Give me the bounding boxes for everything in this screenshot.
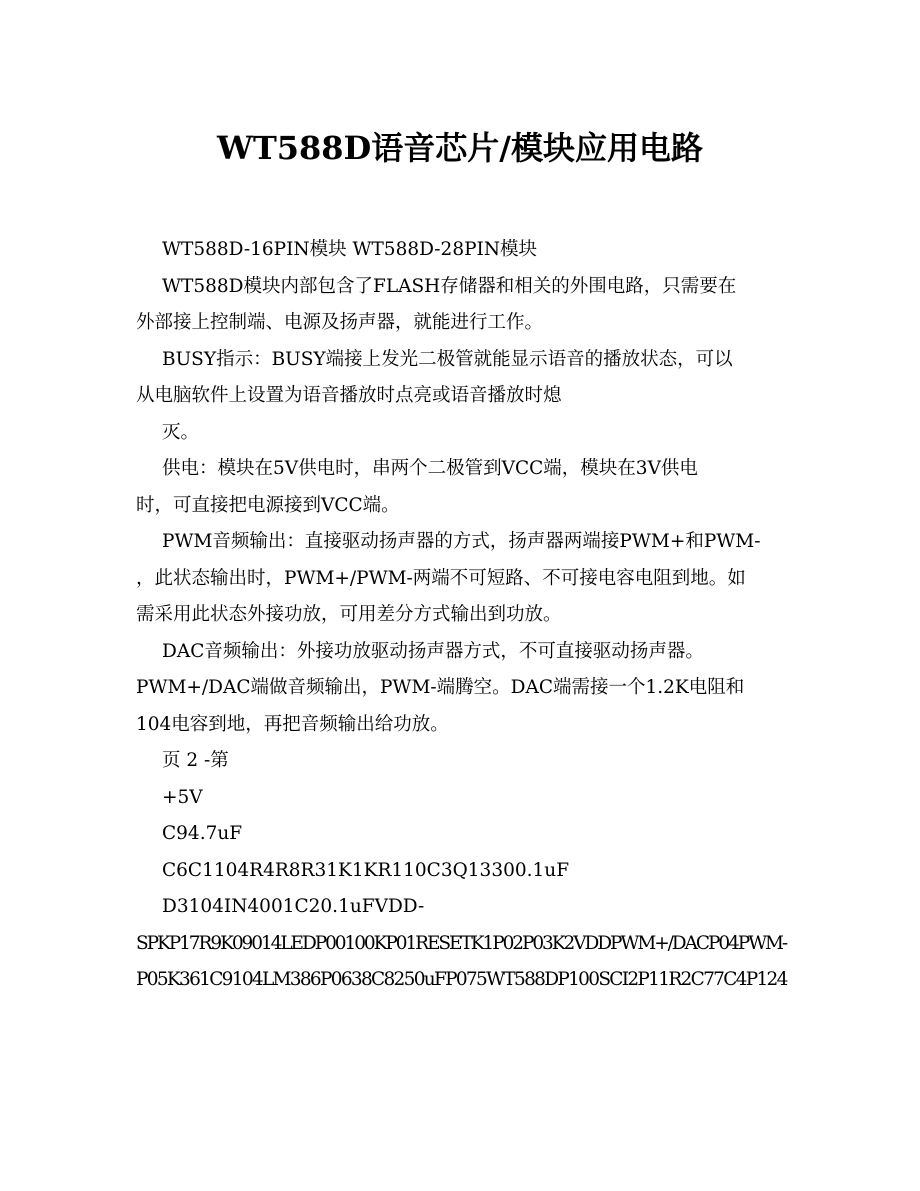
text-line: 灭。 bbox=[162, 421, 200, 443]
paragraph-busy bbox=[136, 342, 786, 415]
text-line: WT588D模块内部包含了FLASH存储器和相关的外围电路，只需要在 bbox=[162, 275, 737, 297]
text-line: WT588D-16PIN模块 WT588D-28PIN模块 bbox=[162, 239, 538, 260]
page-number-text bbox=[136, 743, 786, 780]
paragraph-modules bbox=[136, 232, 786, 269]
text-line: 供电：模块在5V供电时，串两个二极管到VCC端，模块在3V供电 bbox=[162, 458, 698, 479]
schematic-label-pins bbox=[136, 889, 786, 999]
text-line: 时，可直接把电源接到VCC端。 bbox=[136, 494, 400, 516]
paragraph-power bbox=[136, 451, 786, 524]
text-line: D3104IN4001C20.1uFVDD- bbox=[162, 896, 425, 917]
text-line: 从电脑软件上设置为语音播放时点亮或语音播放时熄 bbox=[136, 385, 562, 406]
text-line: C94.7uF bbox=[162, 823, 243, 844]
text-line: DAC音频输出：外接功放驱动扬声器方式，不可直接驱动扬声器。 bbox=[162, 640, 704, 662]
text-line: C6C1104R4R8R31K1KR110C3Q13300.1uF bbox=[162, 859, 570, 881]
text-line: ，此状态输出时，PWM+/PWM-两端不可短路、不可接电容电阻到地。如 bbox=[136, 567, 746, 589]
text-line: PWM+/DAC端做音频输出，PWM-端腾空。DAC端需接一个1.2K电阻和 bbox=[136, 677, 745, 698]
text-line: +5V bbox=[162, 786, 203, 808]
paragraph-intro bbox=[136, 269, 786, 342]
document-body bbox=[136, 232, 786, 999]
schematic-label-power bbox=[136, 780, 786, 817]
schematic-label-components bbox=[136, 853, 786, 890]
text-line: 页 2 -第 bbox=[162, 750, 229, 771]
paragraph-pwm-output bbox=[136, 524, 786, 634]
document-title: WT588D语音芯片/模块应用电路 bbox=[217, 129, 703, 167]
text-line: SPKP17R9K09014LEDP00100KP01RESETK1P02P03K2VDDPWM+/DACP04PWM- bbox=[136, 932, 787, 954]
paragraph-busy-end bbox=[136, 415, 786, 452]
text-line: 外部接上控制端、电源及扬声器，就能进行工作。 bbox=[136, 312, 544, 333]
text-line: P05K361C9104LM386P0638C8250uFP075WT588DP100SCI2P11R2C77C4P124 bbox=[136, 969, 787, 990]
text-line: 需采用此状态外接功放，可用差分方式输出到功放。 bbox=[136, 604, 562, 625]
schematic-label-c9 bbox=[136, 816, 786, 853]
text-line: PWM音频输出：直接驱动扬声器的方式，扬声器两端接PWM+和PWM- bbox=[162, 531, 761, 552]
paragraph-dac-output bbox=[136, 634, 786, 744]
text-line: BUSY指示：BUSY端接上发光二极管就能显示语音的播放状态，可以 bbox=[162, 348, 733, 370]
text-line: 104电容到地，再把音频输出给功放。 bbox=[136, 713, 449, 735]
